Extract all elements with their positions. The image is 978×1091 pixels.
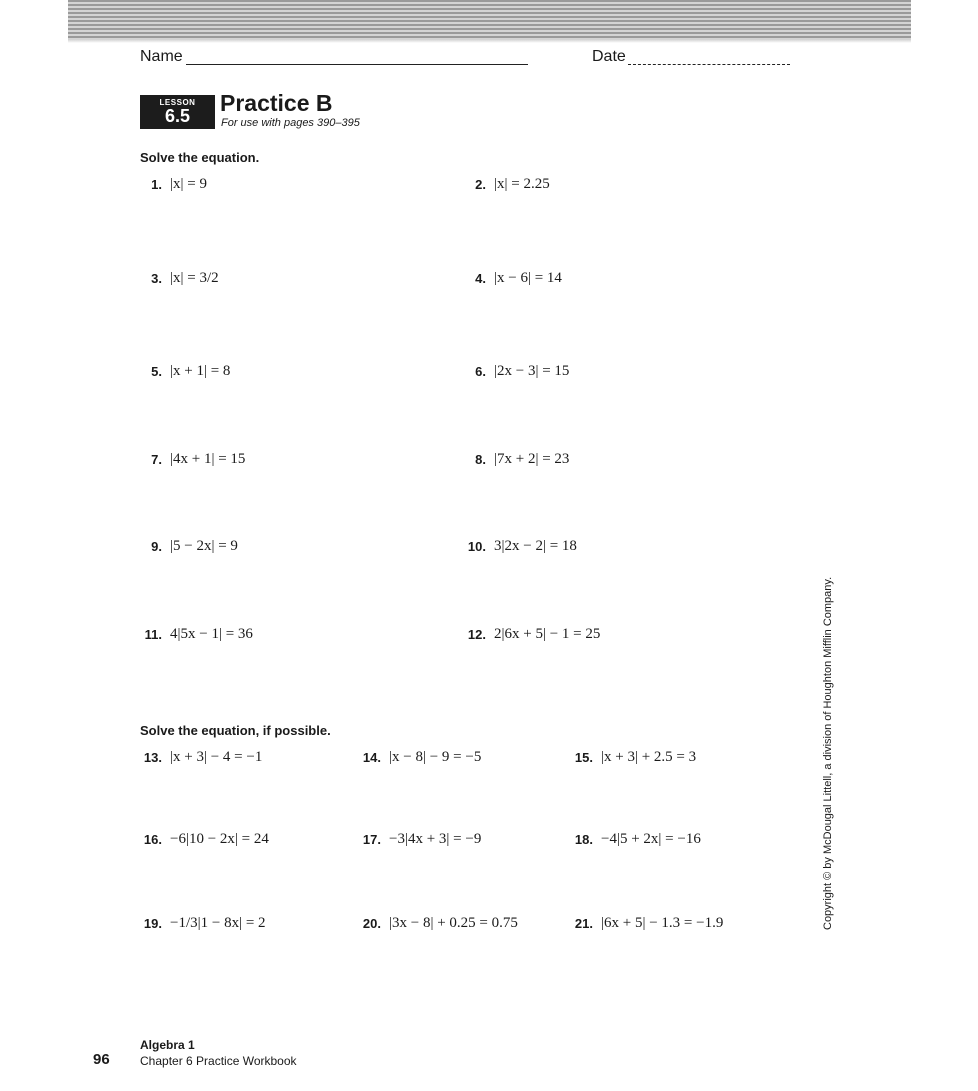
problem-equation: |x| = 9 <box>170 175 207 192</box>
problem-number: 18. <box>574 831 593 847</box>
problem-equation: 2|6x + 5| − 1 = 25 <box>494 625 601 642</box>
problem-item <box>140 354 230 388</box>
page-number: 96 <box>93 1051 110 1068</box>
problem-item <box>140 617 253 651</box>
problem-equation: |4x + 1| = 15 <box>170 450 246 467</box>
problem-item <box>464 617 600 651</box>
problem-number: 5. <box>151 363 162 379</box>
problem-equation: −4|5 + 2x| = −16 <box>601 830 701 847</box>
problem-item <box>140 167 207 201</box>
problem-item <box>347 740 481 774</box>
problem-number: 16. <box>143 831 162 847</box>
problem-item <box>140 261 219 295</box>
copyright-notice: Copyright © by McDougal Littell, a division of Houghton Mifflin Company. <box>822 576 834 930</box>
problem-equation: −1/3|1 − 8x| = 2 <box>170 914 266 931</box>
problem-number: 3. <box>151 270 162 286</box>
date-field[interactable] <box>628 64 790 65</box>
problem-equation: |5 − 2x| = 9 <box>170 537 238 554</box>
section-heading-if-possible: Solve the equation, if possible. <box>140 723 331 738</box>
lesson-badge <box>140 95 215 129</box>
problem-number: 2. <box>475 176 486 192</box>
problem-equation: −6|10 − 2x| = 24 <box>170 830 269 847</box>
problem-equation: 4|5x − 1| = 36 <box>170 625 253 642</box>
problem-equation: |x − 8| − 9 = −5 <box>389 748 482 765</box>
problem-item <box>128 740 262 774</box>
problem-item <box>347 906 518 940</box>
problem-item <box>464 261 562 295</box>
problem-equation: |x + 3| + 2.5 = 3 <box>601 748 697 765</box>
problem-number: 17. <box>362 831 381 847</box>
problem-equation: |x + 1| = 8 <box>170 362 231 379</box>
problem-number: 8. <box>475 451 486 467</box>
problem-number: 15. <box>574 749 593 765</box>
name-label: Name <box>140 48 183 65</box>
problem-number: 7. <box>151 451 162 467</box>
problem-item <box>140 442 245 476</box>
problem-number: 6. <box>475 363 486 379</box>
problem-item <box>140 529 238 563</box>
lesson-number: 6.5 <box>164 106 191 126</box>
problem-number: 14. <box>362 749 381 765</box>
problem-equation: 3|2x − 2| = 18 <box>494 537 577 554</box>
problem-item <box>559 906 723 940</box>
problem-item <box>347 822 481 856</box>
problem-number: 4. <box>475 270 486 286</box>
problem-equation: |x| = 2.25 <box>494 175 550 192</box>
problem-equation: |x + 3| − 4 = −1 <box>170 748 263 765</box>
problem-equation: |2x − 3| = 15 <box>494 362 570 379</box>
page-title: Practice B <box>220 90 333 116</box>
problem-number: 20. <box>362 915 381 931</box>
problem-item <box>559 740 696 774</box>
problem-item <box>464 167 550 201</box>
problem-number: 19. <box>143 915 162 931</box>
problem-equation: −3|4x + 3| = −9 <box>389 830 482 847</box>
problem-item <box>464 354 569 388</box>
problem-number: 21. <box>574 915 593 931</box>
problem-number: 13. <box>143 749 162 765</box>
problem-number: 1. <box>151 176 162 192</box>
name-field[interactable] <box>186 64 528 65</box>
problem-number: 9. <box>151 538 162 554</box>
problem-item <box>464 529 577 563</box>
book-title: Algebra 1 <box>140 1038 195 1052</box>
problem-number: 10. <box>467 538 486 554</box>
problem-equation: |x| = 3/2 <box>170 269 219 286</box>
problem-number: 11. <box>144 626 162 642</box>
section-heading-solve: Solve the equation. <box>140 150 260 165</box>
problem-item <box>464 442 569 476</box>
page-subtitle: For use with pages 390–395 <box>221 117 360 129</box>
header-stripe-band <box>68 0 911 40</box>
problem-equation: |3x − 8| + 0.25 = 0.75 <box>389 914 518 931</box>
problem-equation: |6x + 5| − 1.3 = −1.9 <box>601 914 724 931</box>
problem-equation: |7x + 2| = 23 <box>494 450 570 467</box>
lesson-badge-label: LESSON <box>159 98 196 107</box>
problem-equation: |x − 6| = 14 <box>494 269 562 286</box>
problem-item <box>128 906 266 940</box>
problem-item <box>559 822 701 856</box>
problem-number: 12. <box>467 626 486 642</box>
problem-item <box>128 822 269 856</box>
book-subtitle: Chapter 6 Practice Workbook <box>140 1054 297 1068</box>
date-label: Date <box>592 48 626 65</box>
